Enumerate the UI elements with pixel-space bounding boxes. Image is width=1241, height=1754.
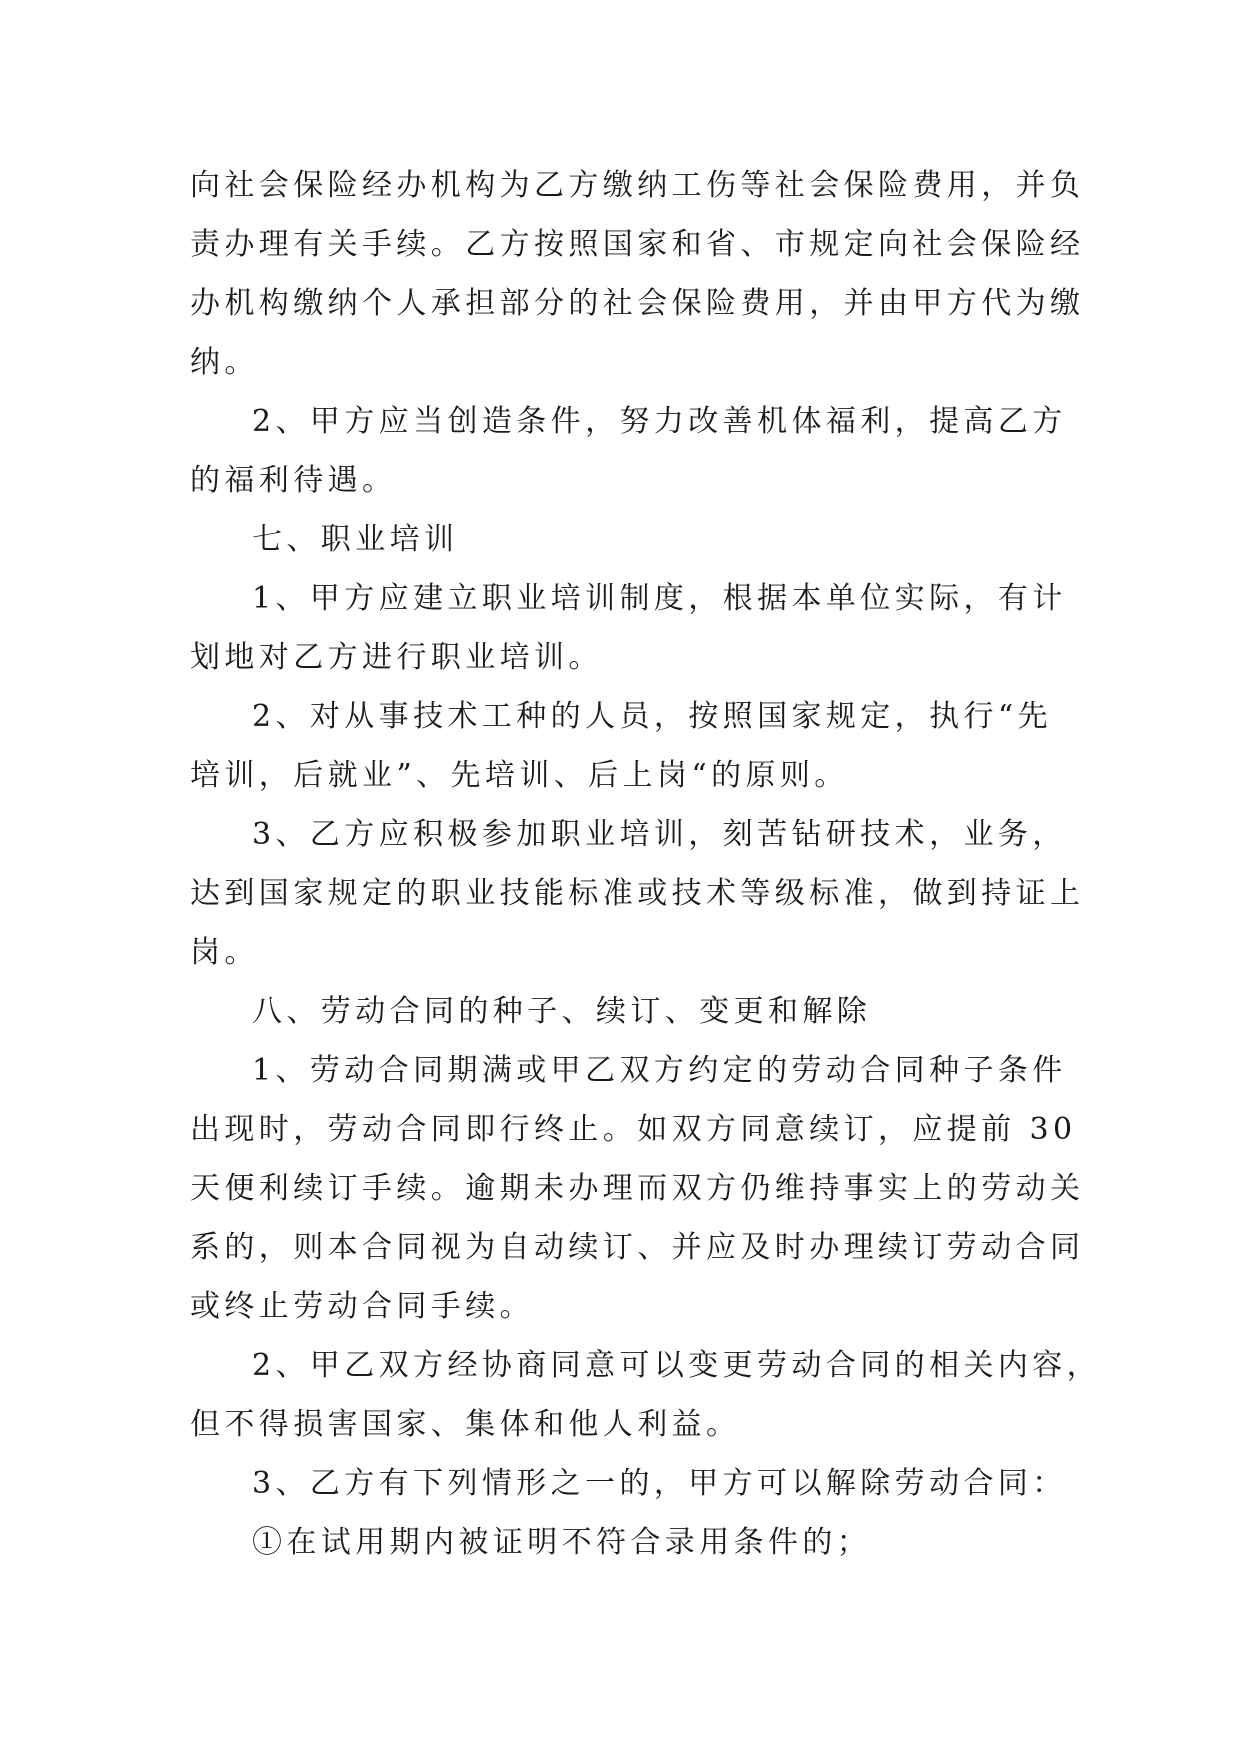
section-heading: 七、职业培训 (252, 522, 459, 557)
text-line: 办机构缴纳个人承担部分的社会保险费用，并由甲方代为缴 (190, 286, 1085, 321)
text-line: 培训，后就业”、先培训、后上岗“的原则。 (190, 758, 849, 793)
text-line: 3、乙方应积极参加职业培训，刻苦钻研技术，业务， (252, 817, 1067, 852)
text-line: 1、劳动合同期满或甲乙双方约定的劳动合同种子条件 (252, 1053, 1067, 1088)
text-line: 出现时，劳动合同即行终止。如双方同意续订，应提前 30 (190, 1112, 1077, 1147)
text-line: 纳。 (190, 345, 259, 380)
text-line: 3、乙方有下列情形之一的，甲方可以解除劳动合同： (252, 1466, 1067, 1501)
text-line: 的福利待遇。 (190, 463, 397, 498)
text-line: 达到国家规定的职业技能标准或技术等级标准，做到持证上 (190, 876, 1085, 911)
text-line: 2、对从事技术工种的人员，按照国家规定，执行“先 (252, 699, 1053, 734)
text-line: 2、甲方应当创造条件，努力改善机体福利，提高乙方 (252, 404, 1067, 439)
text-line: 岗。 (190, 935, 259, 970)
text-line: 向社会保险经办机构为乙方缴纳工伤等社会保险费用，并负 (190, 168, 1085, 203)
text-line: 1、甲方应建立职业培训制度，根据本单位实际，有计 (252, 581, 1067, 616)
text-line: 天便利续订手续。逾期未办理而双方仍维持事实上的劳动关 (190, 1171, 1085, 1206)
text-line: 责办理有关手续。乙方按照国家和省、市规定向社会保险经 (190, 227, 1085, 262)
text-line: 或终止劳动合同手续。 (190, 1289, 534, 1324)
section-heading: 八、劳动合同的种子、续订、变更和解除 (252, 994, 872, 1029)
text-line: ①在试用期内被证明不符合录用条件的； (252, 1525, 872, 1560)
text-line: 2、甲乙双方经协商同意可以变更劳动合同的相关内容， (252, 1348, 1102, 1383)
text-line: 划地对乙方进行职业培训。 (190, 640, 603, 675)
text-line: 系的，则本合同视为自动续订、并应及时办理续订劳动合同 (190, 1230, 1085, 1265)
text-line: 但不得损害国家、集体和他人利益。 (190, 1407, 741, 1442)
